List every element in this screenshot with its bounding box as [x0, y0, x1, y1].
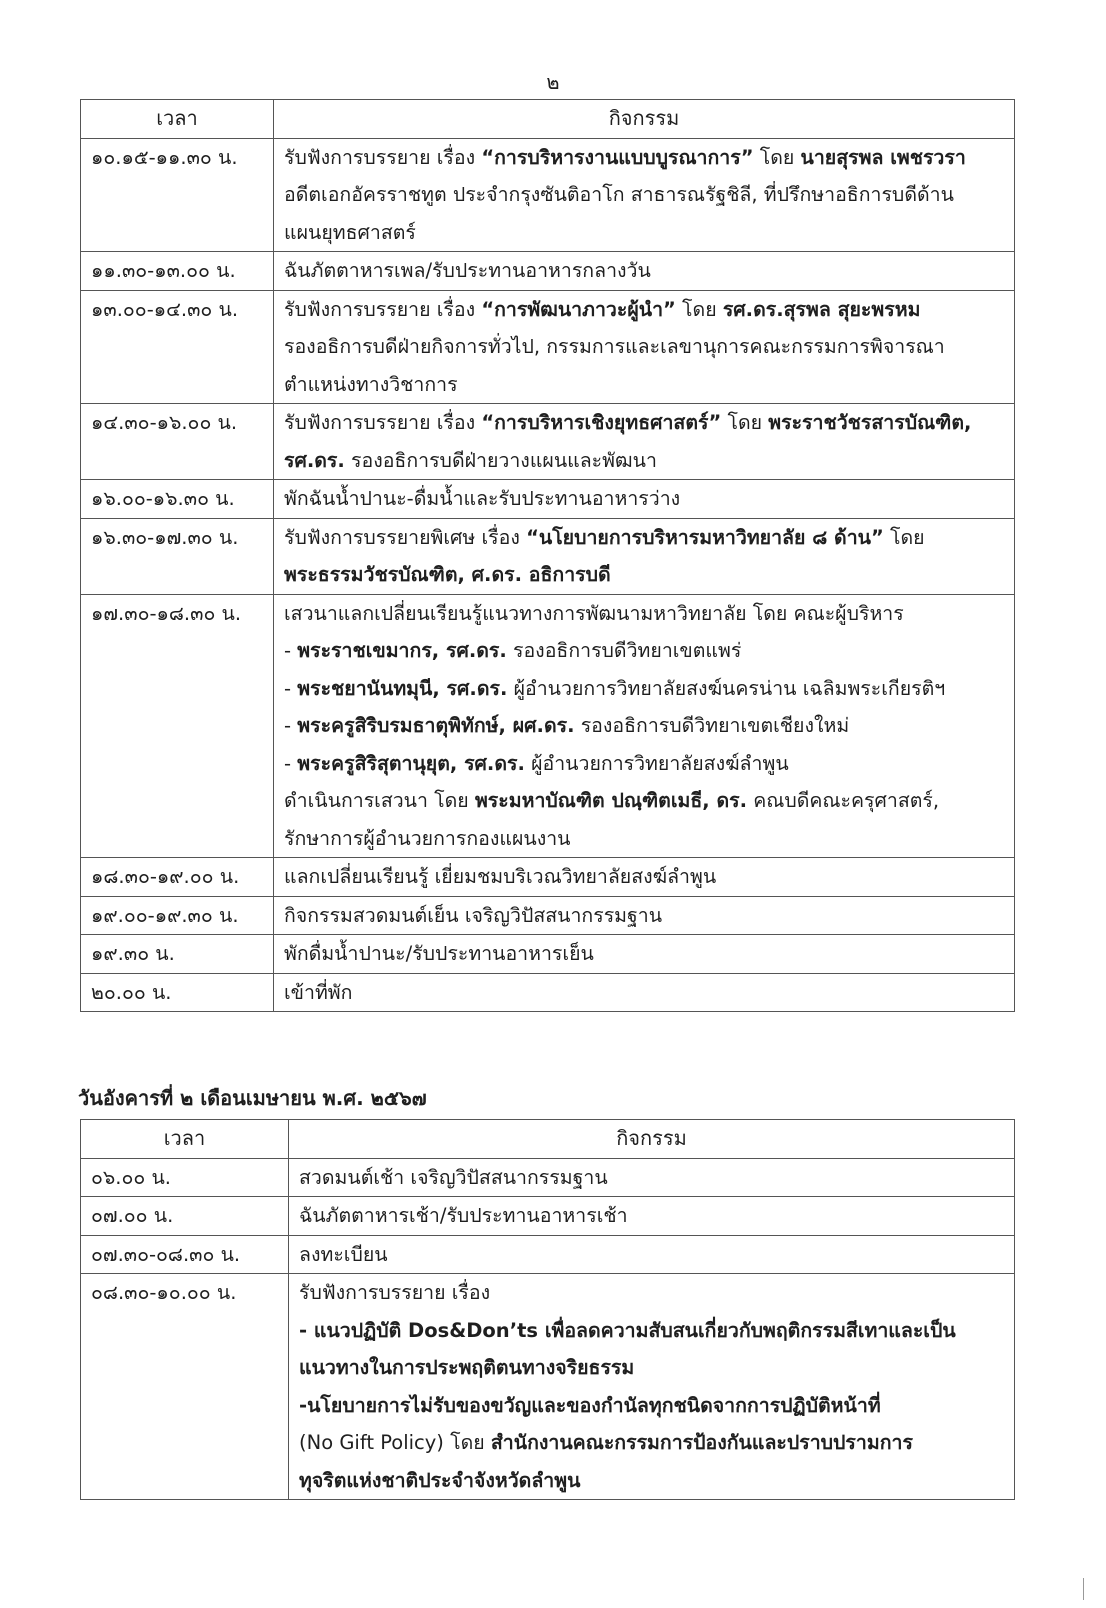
text-segment: รับฟังการบรรยายพิเศษ เรื่อง	[284, 525, 527, 549]
table-row	[81, 1197, 1015, 1236]
time-cell: ๑๖.๓๐-๑๗.๓๐ น.	[81, 518, 274, 594]
activity-line	[284, 252, 1014, 290]
time-cell: ๑๖.๐๐-๑๖.๓๐ น.	[81, 480, 274, 519]
time-column-header: เวลา	[81, 100, 274, 139]
activity-line	[284, 632, 1014, 670]
activity-cell	[274, 518, 1015, 594]
activity-line	[284, 519, 1014, 557]
table-row	[81, 594, 1015, 858]
text-segment: รับฟังการบรรยาย เรื่อง	[299, 1281, 491, 1304]
time-cell: ๑๗.๓๐-๑๘.๓๐ น.	[81, 594, 274, 858]
activity-line	[299, 1197, 1014, 1235]
bold-text-segment: พระราชวัชรสารบัณฑิต,	[768, 411, 972, 434]
activity-line	[284, 442, 1014, 480]
activity-line	[284, 782, 1014, 820]
activity-cell	[289, 1197, 1015, 1236]
activity-line	[284, 556, 1014, 594]
table-row	[81, 858, 1015, 897]
text-segment: ดำเนินการเสวนา โดย	[284, 789, 475, 812]
time-cell: ๑๐.๑๕-๑๑.๓๐ น.	[81, 138, 274, 252]
bold-text-segment: “การบริหารเชิงยุทธศาสตร์”	[481, 411, 722, 434]
schedule-body	[81, 138, 1015, 1012]
activity-column-header: กิจกรรม	[274, 100, 1015, 139]
bold-text-segment: แนวทางในการประพฤติตนทางจริยธรรม	[299, 1356, 635, 1379]
text-segment: สวดมนต์เช้า เจริญวิปัสสนากรรมฐาน	[299, 1165, 608, 1189]
table-row	[81, 935, 1015, 974]
activity-column-header: กิจกรรม	[289, 1120, 1015, 1159]
table-row	[81, 1235, 1015, 1274]
activity-line	[284, 480, 1014, 518]
activity-line	[284, 820, 1014, 858]
activity-cell	[274, 404, 1015, 480]
bold-text-segment: พระมหาบัณฑิต ปณฺฑิตเมธี, ดร.	[474, 789, 747, 812]
text-segment: คณบดีคณะครุศาสตร์,	[747, 789, 940, 812]
activity-line	[284, 176, 1014, 214]
time-cell: ๐๖.๐๐ น.	[81, 1158, 289, 1197]
bold-text-segment: รศ.ดร.	[284, 448, 345, 472]
bold-text-segment: พระชยานันทมุนี, รศ.ดร.	[297, 676, 508, 700]
bold-text-segment: พระราชเขมากร, รศ.ดร.	[297, 639, 507, 662]
bold-text-segment: “การบริหารงานแบบบูรณาการ”	[481, 145, 754, 169]
time-cell: ๐๘.๓๐-๑๐.๐๐ น.	[81, 1274, 289, 1500]
activity-line	[284, 214, 1014, 252]
activity-line	[299, 1312, 1014, 1350]
activity-cell	[274, 973, 1015, 1012]
page-edge-mark	[1083, 1578, 1084, 1600]
time-column-header: เวลา	[81, 1120, 289, 1159]
activity-cell	[274, 480, 1015, 519]
activity-line	[284, 745, 1014, 783]
activity-cell	[274, 858, 1015, 897]
activity-cell	[274, 138, 1015, 252]
activity-line	[299, 1387, 1014, 1425]
time-cell: ๒๐.๐๐ น.	[81, 973, 274, 1012]
activity-line	[284, 328, 1014, 366]
activity-line	[284, 595, 1014, 633]
table-row	[81, 404, 1015, 480]
activity-line	[284, 707, 1014, 745]
table-row	[81, 1274, 1015, 1500]
activity-line	[284, 404, 1014, 442]
table-header-row	[81, 1120, 1015, 1159]
table-row	[81, 290, 1015, 404]
text-segment: ลงทะเบียน	[299, 1242, 388, 1266]
activity-line	[299, 1349, 1014, 1387]
bold-text-segment: -นโยบายการไม่รับของขวัญและของกำนัลทุกชนิดจากการปฏิบัติหน้าที่	[299, 1393, 881, 1417]
text-segment: รองอธิการบดีวิทยาเขตแพร่	[506, 639, 742, 662]
activity-cell	[274, 594, 1015, 858]
bold-text-segment: สำนักงานคณะกรรมการป้องกันและปราบปรามการ	[490, 1431, 913, 1454]
text-segment: รักษาการผู้อำนวยการกองแผนงาน	[284, 826, 571, 850]
activity-cell	[274, 290, 1015, 404]
table-row	[81, 138, 1015, 252]
activity-cell	[289, 1235, 1015, 1274]
table-row	[81, 252, 1015, 291]
table-row	[81, 1158, 1015, 1197]
activity-cell	[274, 935, 1015, 974]
text-segment: -	[284, 639, 298, 662]
activity-line	[284, 139, 1014, 177]
time-cell: ๐๗.๓๐-๐๘.๓๐ น.	[81, 1235, 289, 1274]
text-segment: -	[284, 676, 298, 700]
text-segment: -	[284, 714, 298, 737]
time-cell: ๑๔.๓๐-๑๖.๐๐ น.	[81, 404, 274, 480]
text-segment: (No Gift Policy) โดย	[299, 1431, 491, 1454]
table-row	[81, 896, 1015, 935]
activity-line	[284, 670, 1014, 708]
text-segment: รับฟังการบรรยาย เรื่อง	[284, 411, 482, 434]
text-segment: อดีตเอกอัครราชทูต ประจำกรุงซันติอาโก สาธารณรัฐชิลี, ที่ปรึกษาอธิการบดีด้าน	[284, 183, 954, 206]
activity-cell	[274, 896, 1015, 935]
text-segment: ผู้อำนวยการวิทยาลัยสงฆ์ลำพูน	[524, 751, 789, 775]
text-segment: โดย	[883, 525, 925, 549]
text-segment: -	[284, 751, 298, 775]
activity-line	[299, 1274, 1014, 1312]
bold-text-segment: พระครูสิริสุตานุยุต, รศ.ดร.	[297, 751, 525, 775]
activity-line	[284, 291, 1014, 329]
activity-line	[299, 1424, 1014, 1462]
text-segment: แลกเปลี่ยนเรียนรู้ เยี่ยมชมบริเวณวิทยาลัยสงฆ์ลำพูน	[284, 865, 717, 888]
activity-line	[299, 1159, 1014, 1197]
text-segment: รองอธิการบดีฝ่ายวางแผนและพัฒนา	[344, 448, 657, 472]
activity-line	[284, 366, 1014, 404]
time-cell: ๑๓.๐๐-๑๔.๓๐ น.	[81, 290, 274, 404]
schedule-table-day-1	[80, 99, 1015, 1012]
bold-text-segment: รศ.ดร.สุรพล สุยะพรหม	[722, 297, 921, 321]
bold-text-segment: พระครูสิริบรมธาตุพิทักษ์, ผศ.ดร.	[297, 714, 575, 737]
page-number: ๒	[546, 70, 560, 94]
activity-line	[284, 974, 1014, 1012]
day-heading: วันอังคารที่ ๒ เดือนเมษายน พ.ศ. ๒๕๖๗	[78, 1086, 427, 1110]
bold-text-segment: - แนวปฏิบัติ Dos&Don’ts เพื่อลดความสับสนเกี่ยวกับพฤติกรรมสีเทาและเป็น	[299, 1318, 956, 1342]
text-segment: รับฟังการบรรยาย เรื่อง	[284, 297, 482, 321]
text-segment: โดย	[675, 297, 723, 321]
activity-line	[284, 858, 1014, 896]
time-cell: ๑๘.๓๐-๑๙.๐๐ น.	[81, 858, 274, 897]
text-segment: กิจกรรมสวดมนต์เย็น เจริญวิปัสสนากรรมฐาน	[284, 903, 663, 927]
table-row	[81, 973, 1015, 1012]
text-segment: ฉันภัตตาหารเพล/รับประทานอาหารกลางวัน	[284, 259, 651, 282]
bold-text-segment: พระธรรมวัชรบัณฑิต, ศ.ดร. อธิการบดี	[284, 563, 611, 586]
activity-cell	[289, 1158, 1015, 1197]
text-segment: พักดื่มน้ำปานะ/รับประทานอาหารเย็น	[284, 942, 594, 965]
text-segment: พักฉันน้ำปานะ-ดื่มน้ำและรับประทานอาหารว่าง	[284, 487, 681, 510]
text-segment: รองอธิการบดีวิทยาเขตเชียงใหม่	[574, 714, 850, 737]
time-cell: ๑๙.๓๐ น.	[81, 935, 274, 974]
table-header-row	[81, 100, 1015, 139]
text-segment: แผนยุทธศาสตร์	[284, 220, 416, 244]
text-segment: เสวนาแลกเปลี่ยนเรียนรู้แนวทางการพัฒนามหาวิทยาลัย โดย คณะผู้บริหาร	[284, 601, 904, 625]
text-segment: รองอธิการบดีฝ่ายกิจการทั่วไป, กรรมการและเลขานุการคณะกรรมการพิจารณา	[284, 335, 945, 358]
table-row	[81, 518, 1015, 594]
schedule-table-day-2	[80, 1119, 1015, 1500]
bold-text-segment: “นโยบายการบริหารมหาวิทยาลัย ๘ ด้าน”	[526, 525, 884, 549]
bold-text-segment: ทุจริตแห่งชาติประจำจังหวัดลำพูน	[299, 1468, 581, 1492]
time-cell: ๑๑.๓๐-๑๓.๐๐ น.	[81, 252, 274, 291]
activity-line	[284, 897, 1014, 935]
activity-line	[299, 1236, 1014, 1274]
bold-text-segment: “การพัฒนาภาวะผู้นำ”	[481, 297, 676, 321]
time-cell: ๑๙.๐๐-๑๙.๓๐ น.	[81, 896, 274, 935]
time-cell: ๐๗.๐๐ น.	[81, 1197, 289, 1236]
text-segment: รับฟังการบรรยาย เรื่อง	[284, 145, 482, 169]
text-segment: ฉันภัตตาหารเช้า/รับประทานอาหารเช้า	[299, 1204, 628, 1227]
text-segment: โดย	[753, 145, 801, 169]
table-row	[81, 480, 1015, 519]
activity-line	[284, 935, 1014, 973]
activity-cell	[274, 252, 1015, 291]
text-segment: โดย	[721, 411, 769, 434]
activity-line	[299, 1462, 1014, 1500]
bold-text-segment: นายสุรพล เพชรวรา	[800, 145, 966, 169]
text-segment: เข้าที่พัก	[284, 980, 353, 1004]
activity-cell	[289, 1274, 1015, 1500]
schedule-body	[81, 1158, 1015, 1500]
text-segment: ผู้อำนวยการวิทยาลัยสงฆ์นครน่าน เฉลิมพระเกียรติฯ	[507, 676, 946, 700]
text-segment: ตำแหน่งทางวิชาการ	[284, 372, 458, 396]
